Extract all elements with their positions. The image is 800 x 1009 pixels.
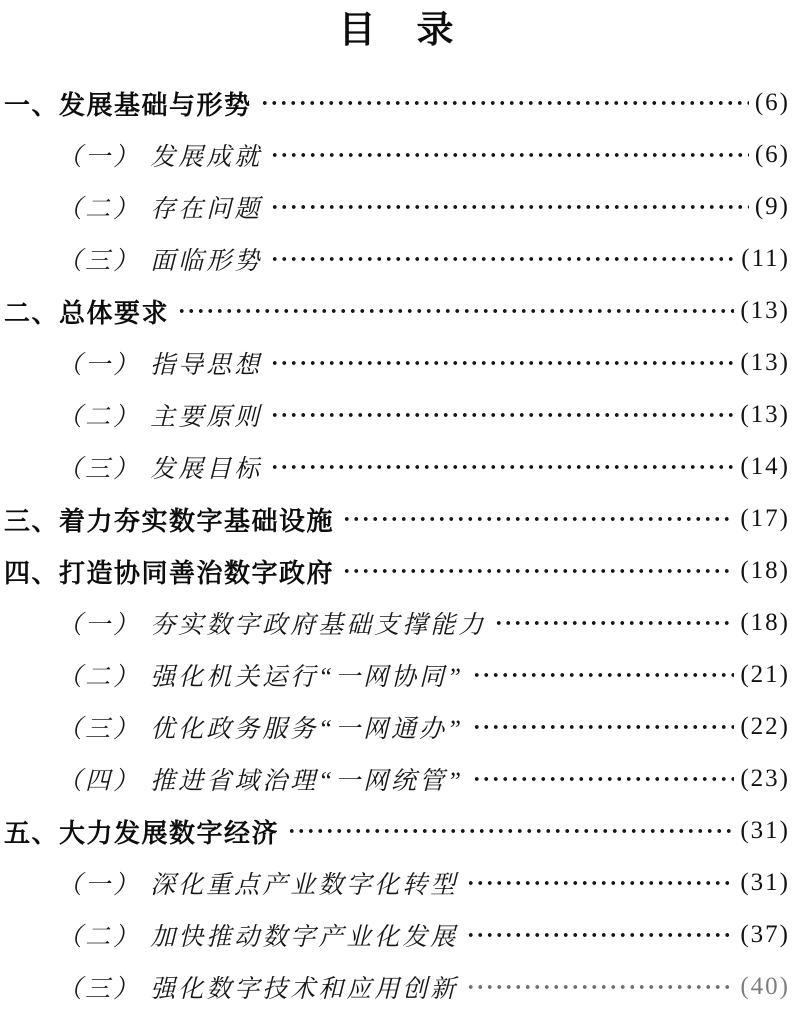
dot-leader (466, 961, 734, 1009)
toc-entry (4, 805, 790, 857)
toc-page (0, 8, 800, 1009)
toc-entry-page: (22) (740, 713, 790, 740)
toc-entry-page: (37) (740, 921, 790, 948)
dot-leader (472, 649, 734, 701)
toc-entry-label: 一、发展基础与形势 (4, 89, 252, 120)
toc-entry-page: (18) (740, 557, 790, 584)
toc-entry (4, 337, 790, 389)
toc-entry-label: 四、打造协同善治数字政府 (4, 557, 335, 588)
toc-entry-page: (40) (740, 973, 790, 1000)
toc-entry (4, 909, 790, 961)
toc-entry (4, 233, 790, 285)
toc-entry-label: （三） 强化数字技术和应用创新 (57, 976, 459, 1003)
dot-leader (270, 129, 749, 181)
toc-entry (4, 181, 790, 233)
dot-leader (260, 77, 749, 129)
toc-list (4, 77, 790, 1009)
toc-entry-page: (6) (754, 89, 790, 116)
dot-leader (270, 337, 734, 389)
toc-entry-page: (14) (740, 453, 790, 480)
toc-entry-page: (31) (740, 869, 790, 896)
toc-entry-page: (23) (740, 765, 790, 792)
toc-entry (4, 545, 790, 597)
toc-entry (4, 285, 790, 337)
toc-entry-label: （二） 加快推动数字产业化发展 (57, 924, 459, 951)
dot-leader (177, 285, 734, 337)
toc-entry (4, 857, 790, 909)
toc-entry (4, 597, 790, 649)
toc-entry (4, 493, 790, 545)
toc-entry (4, 441, 790, 493)
toc-entry-page: (13) (740, 349, 790, 376)
dot-leader (472, 753, 734, 805)
toc-entry-page: (13) (740, 401, 790, 428)
dot-leader (270, 389, 734, 441)
toc-entry (4, 77, 790, 129)
toc-entry-label: （二） 强化机关运行“一网协同” (57, 664, 465, 691)
dot-leader (342, 545, 734, 597)
toc-entry-page: (13) (740, 297, 790, 324)
toc-entry-page: (9) (754, 193, 790, 220)
toc-entry-label: （三） 面临形势 (57, 248, 263, 275)
toc-entry (4, 753, 790, 805)
page-title: 目 录 (338, 10, 456, 51)
toc-entry (4, 961, 790, 1009)
dot-leader (466, 857, 734, 909)
toc-entry-label: （一） 发展成就 (57, 144, 263, 171)
toc-entry-label: （三） 发展目标 (57, 456, 263, 483)
toc-entry-page: (31) (740, 817, 790, 844)
dot-leader (466, 909, 734, 961)
dot-leader (270, 233, 735, 285)
toc-entry-page: (18) (740, 609, 790, 636)
toc-entry (4, 129, 790, 181)
toc-entry (4, 389, 790, 441)
toc-entry-label: （一） 指导思想 (57, 352, 263, 379)
toc-entry-page: (17) (740, 505, 790, 532)
dot-leader (287, 805, 734, 857)
toc-entry-label: 三、着力夯实数字基础设施 (4, 505, 335, 536)
dot-leader (342, 493, 734, 545)
toc-entry (4, 649, 790, 701)
dot-leader (270, 181, 749, 233)
dot-leader (270, 441, 734, 493)
toc-entry-label: 五、大力发展数字经济 (4, 817, 280, 848)
toc-entry (4, 701, 790, 753)
toc-entry-label: （二） 存在问题 (57, 196, 263, 223)
toc-entry-label: （三） 优化政务服务“一网通办” (57, 716, 465, 743)
toc-entry-page: (21) (740, 661, 790, 688)
toc-entry-page: (11) (741, 245, 790, 272)
toc-entry-label: 二、总体要求 (4, 297, 170, 328)
toc-entry-label: （一） 深化重点产业数字化转型 (57, 872, 459, 899)
dot-leader (494, 597, 734, 649)
toc-entry-page: (6) (754, 141, 790, 168)
toc-entry-label: （二） 主要原则 (57, 404, 263, 431)
toc-entry-label: （一） 夯实数字政府基础支撑能力 (57, 612, 487, 639)
toc-entry-label: （四） 推进省域治理“一网统管” (57, 768, 465, 795)
dot-leader (472, 701, 734, 753)
